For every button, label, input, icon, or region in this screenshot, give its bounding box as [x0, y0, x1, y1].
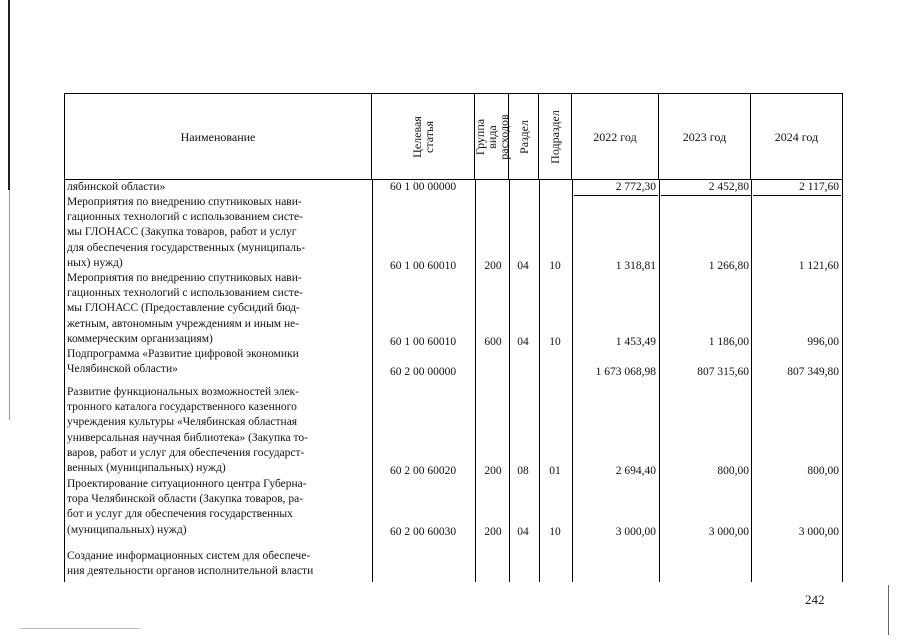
header-2023: 2023 год — [682, 130, 727, 144]
column-divider — [509, 179, 510, 582]
row-name — [67, 180, 367, 195]
row-name-line: ния деятельности органов исполнительной власти — [67, 565, 314, 578]
row-name-line: мы ГЛОНАСС (Закупка товаров, работ и услуг — [67, 226, 297, 239]
header-target-article: Целевая статья — [410, 115, 436, 158]
row-value-2024: 800,00 — [807, 465, 839, 477]
row-name-line: (муниципальных) нужд) — [67, 523, 187, 536]
row-name-line: Развитие функциональных возможностей элек- — [67, 386, 299, 398]
row-value-2023: 1 186,00 — [708, 336, 749, 348]
row-name-line: Мероприятия по внедрению спутниковых нави- — [67, 196, 302, 208]
row-subsection: 10 — [549, 260, 561, 272]
row-value-2022: 2 694,40 — [615, 465, 656, 477]
row-name-line: Мероприятия по внедрению спутниковых нави- — [67, 272, 302, 284]
page-number: 242 — [805, 592, 825, 607]
row-name-line: венных (муниципальных) нужд) — [67, 462, 226, 475]
row-article: 60 1 00 60010 — [389, 336, 457, 348]
row-name — [67, 347, 367, 377]
row-value-2024: 996,00 — [807, 336, 839, 348]
row-section: 04 — [517, 336, 529, 348]
row-section: 04 — [517, 526, 529, 538]
row-section: 08 — [517, 465, 529, 477]
row-value-2023: 3 000,00 — [708, 526, 749, 538]
header-article-cell — [372, 94, 475, 179]
row-value-2022: 2 772,30 — [615, 181, 656, 193]
column-divider — [659, 179, 660, 582]
scan-edge-line — [20, 628, 140, 629]
row-expense-group: 600 — [484, 336, 502, 348]
row-subsection: 10 — [549, 336, 561, 348]
row-name-line: мы ГЛОНАСС (Предоставление субсидий бюд- — [67, 302, 300, 315]
row-name-line: жетным, автономным учреждениям и иным не- — [67, 317, 300, 330]
column-divider — [572, 179, 573, 582]
row-article: 60 1 00 60010 — [389, 260, 457, 272]
row-name-line: универсальная научная библиотека» (Закупка то- — [67, 431, 308, 444]
row-name-line: Подпрограмма «Развитие цифровой экономики — [67, 348, 299, 360]
header-section: Раздел — [516, 119, 531, 154]
row-subsection: 10 — [549, 526, 561, 538]
column-divider — [751, 179, 752, 582]
row-expense-group: 200 — [484, 465, 502, 477]
header-subsection-cell — [539, 94, 572, 179]
row-value-2024: 3 000,00 — [798, 526, 839, 538]
row-name — [67, 271, 367, 347]
header-2024-cell — [751, 94, 842, 179]
row-value-2022: 1 673 068,98 — [595, 366, 656, 378]
scan-edge-line — [9, 190, 10, 420]
row-section: 04 — [517, 260, 529, 272]
row-name-line: Проектирование ситуационного центра Губерна- — [67, 478, 307, 490]
header-group-cell — [472, 94, 511, 179]
row-name-line: варов, работ и услуг для обеспечения государст- — [67, 446, 305, 459]
row-name-line: ных) нужд) — [67, 256, 123, 269]
scan-edge-line — [8, 0, 10, 190]
row-article: 60 2 00 60020 — [389, 465, 457, 477]
header-expense-group: Группа вида расходов — [472, 113, 511, 160]
value-underline — [574, 195, 658, 196]
header-name: Наименование — [180, 130, 256, 144]
column-divider — [475, 179, 476, 582]
row-value-2023: 800,00 — [717, 465, 749, 477]
row-name-line: тора Челябинской области (Закупка товаров, ра- — [67, 493, 304, 506]
row-article: 60 1 00 00000 — [389, 181, 457, 193]
header-2022: 2022 год — [593, 130, 637, 144]
row-subsection: 01 — [549, 465, 561, 477]
row-name-line: тронного каталога государственного казенного — [67, 401, 297, 414]
header-2024: 2024 год — [774, 130, 819, 144]
row-value-2023: 2 452,80 — [708, 181, 749, 193]
column-divider — [372, 179, 373, 582]
row-value-2023: 807 315,60 — [697, 366, 749, 378]
row-article: 60 2 00 00000 — [389, 366, 457, 378]
budget-table — [64, 93, 843, 582]
value-underline — [753, 195, 841, 196]
row-value-2022: 1 318,81 — [615, 260, 656, 272]
row-name-line: для обеспечения государственных (муниципаль- — [67, 241, 306, 254]
table-header — [65, 94, 842, 180]
header-section-cell — [509, 94, 539, 179]
row-value-2022: 1 453,49 — [615, 336, 656, 348]
row-name-line: гационных технологий с использованием систе- — [67, 287, 303, 300]
column-divider — [539, 179, 540, 582]
row-name-line: учреждения культуры «Челябинская областная — [67, 416, 298, 429]
row-value-2024: 1 121,60 — [798, 260, 839, 272]
row-value-2023: 1 266,80 — [708, 260, 749, 272]
row-article: 60 2 00 60030 — [389, 526, 457, 538]
row-name — [67, 385, 367, 476]
row-name-line: Создание информационных систем для обеспече- — [67, 550, 311, 562]
row-expense-group: 200 — [484, 526, 502, 538]
header-2022-cell — [572, 94, 659, 179]
scan-edge-line — [888, 585, 889, 635]
row-name-line: гационных технологий с использованием систе- — [67, 211, 303, 224]
row-name — [67, 195, 367, 271]
row-value-2024: 807 349,80 — [787, 366, 839, 378]
value-underline — [661, 195, 751, 196]
row-expense-group: 200 — [484, 260, 502, 272]
row-value-2024: 2 117,60 — [799, 181, 839, 193]
row-name — [67, 477, 367, 538]
row-name-line: Челябинской области» — [67, 363, 178, 376]
row-name — [67, 549, 367, 579]
header-name-cell — [65, 94, 372, 179]
row-value-2022: 3 000,00 — [615, 526, 656, 538]
row-name-line: бот и услуг для обеспечения государственных — [67, 508, 293, 521]
header-2023-cell — [659, 94, 751, 179]
row-name-line: лябинской области» — [67, 181, 166, 193]
row-name-line: коммерческим организациям) — [67, 332, 213, 345]
header-subsection: Подраздел — [548, 109, 562, 164]
